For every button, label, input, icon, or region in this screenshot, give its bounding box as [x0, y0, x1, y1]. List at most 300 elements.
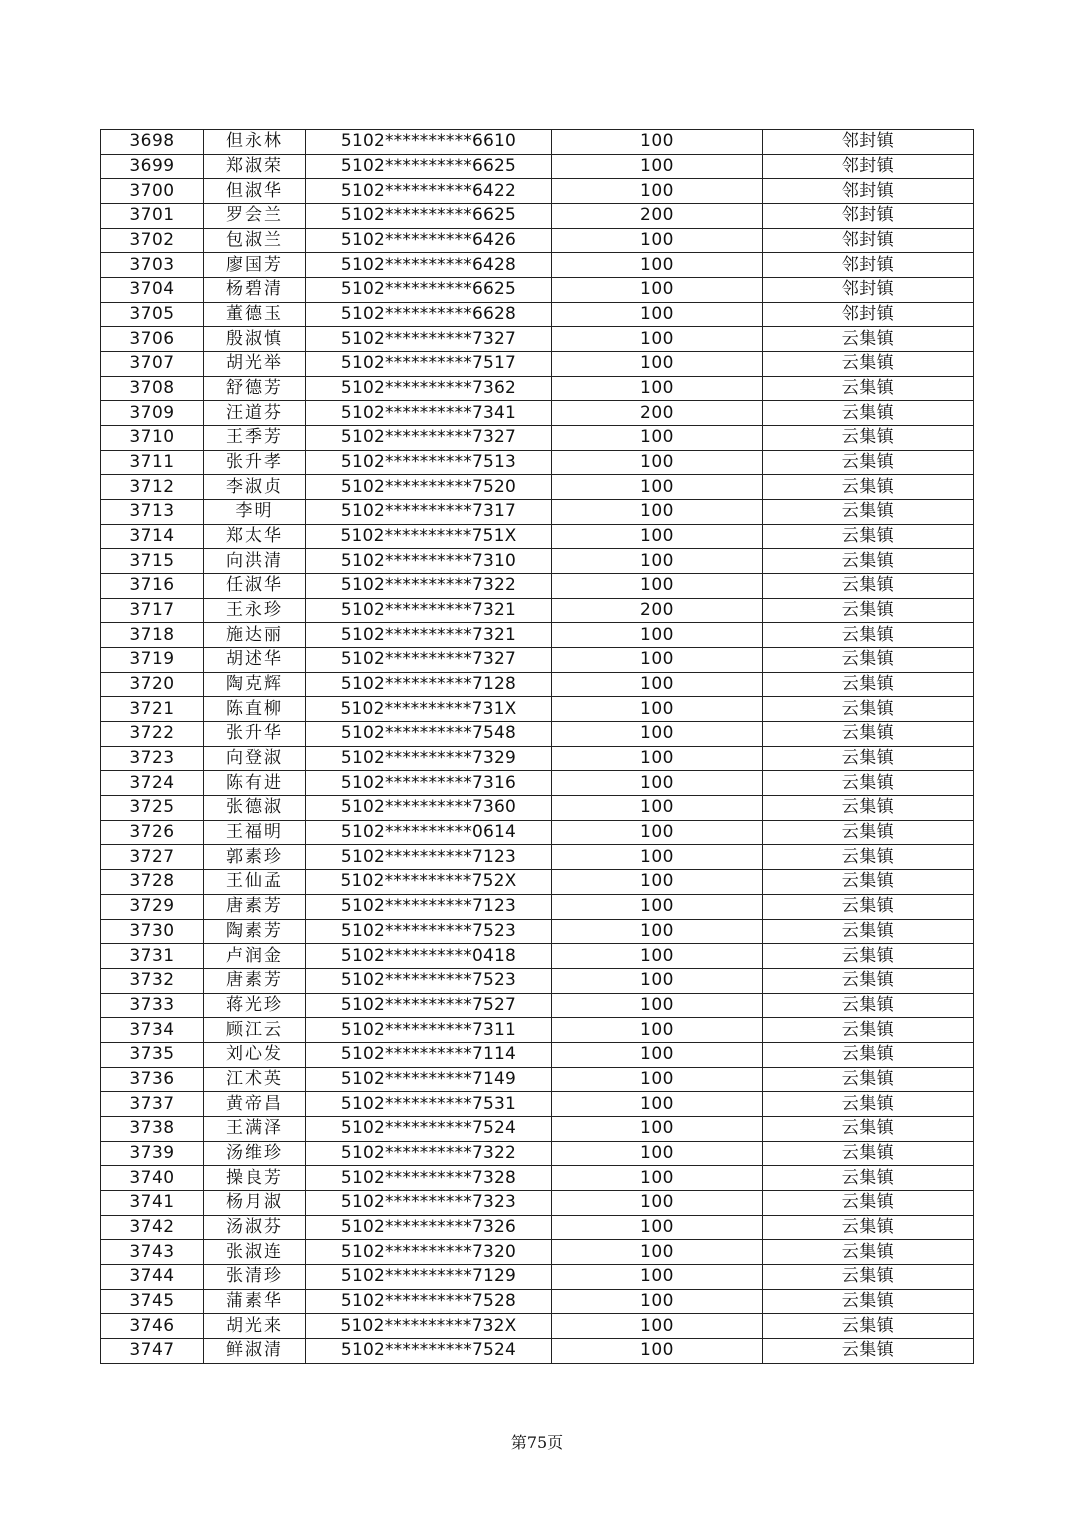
amount-cell: 100 — [552, 648, 763, 673]
serial-number-cell: 3701 — [101, 204, 204, 229]
town-cell: 云集镇 — [763, 549, 974, 574]
serial-number-cell: 3714 — [101, 524, 204, 549]
amount-cell: 100 — [552, 1042, 763, 1067]
name-cell: 张清珍 — [204, 1264, 306, 1289]
name-cell: 郑淑荣 — [204, 154, 306, 179]
serial-number-cell: 3740 — [101, 1166, 204, 1191]
town-cell: 云集镇 — [763, 1338, 974, 1363]
town-cell: 邻封镇 — [763, 302, 974, 327]
name-cell: 刘心发 — [204, 1042, 306, 1067]
serial-number-cell: 3733 — [101, 993, 204, 1018]
name-cell: 卢润金 — [204, 944, 306, 969]
town-cell: 云集镇 — [763, 648, 974, 673]
table-row — [101, 302, 974, 327]
table-row — [101, 204, 974, 229]
town-cell: 云集镇 — [763, 401, 974, 426]
town-cell: 云集镇 — [763, 894, 974, 919]
serial-number-cell: 3700 — [101, 179, 204, 204]
amount-cell: 100 — [552, 549, 763, 574]
serial-number-cell: 3698 — [101, 130, 204, 155]
id-number-cell: 5102**********7128 — [306, 672, 552, 697]
town-cell: 云集镇 — [763, 1141, 974, 1166]
table-row — [101, 697, 974, 722]
table-row — [101, 648, 974, 673]
amount-cell: 100 — [552, 426, 763, 451]
name-cell: 郭素珍 — [204, 845, 306, 870]
id-number-cell: 5102**********7528 — [306, 1289, 552, 1314]
amount-cell: 100 — [552, 302, 763, 327]
name-cell: 顾江云 — [204, 1018, 306, 1043]
id-number-cell: 5102**********7322 — [306, 1141, 552, 1166]
name-cell: 王永珍 — [204, 598, 306, 623]
amount-cell: 100 — [552, 278, 763, 303]
id-number-cell: 5102**********7327 — [306, 327, 552, 352]
serial-number-cell: 3742 — [101, 1215, 204, 1240]
name-cell: 张淑连 — [204, 1240, 306, 1265]
table-row — [101, 1240, 974, 1265]
table-row — [101, 1314, 974, 1339]
name-cell: 施达丽 — [204, 623, 306, 648]
serial-number-cell: 3713 — [101, 500, 204, 525]
roster-table-body — [101, 130, 974, 1364]
town-cell: 云集镇 — [763, 672, 974, 697]
table-row — [101, 870, 974, 895]
town-cell: 云集镇 — [763, 870, 974, 895]
table-row — [101, 228, 974, 253]
name-cell: 张德淑 — [204, 796, 306, 821]
id-number-cell: 5102**********7321 — [306, 623, 552, 648]
id-number-cell: 5102**********751X — [306, 524, 552, 549]
id-number-cell: 5102**********6428 — [306, 253, 552, 278]
name-cell: 张升华 — [204, 722, 306, 747]
amount-cell: 100 — [552, 376, 763, 401]
table-row — [101, 1141, 974, 1166]
id-number-cell: 5102**********6628 — [306, 302, 552, 327]
town-cell: 邻封镇 — [763, 179, 974, 204]
id-number-cell: 5102**********7517 — [306, 352, 552, 377]
serial-number-cell: 3712 — [101, 475, 204, 500]
serial-number-cell: 3708 — [101, 376, 204, 401]
amount-cell: 100 — [552, 820, 763, 845]
serial-number-cell: 3727 — [101, 845, 204, 870]
serial-number-cell: 3718 — [101, 623, 204, 648]
amount-cell: 100 — [552, 968, 763, 993]
amount-cell: 100 — [552, 253, 763, 278]
id-number-cell: 5102**********6422 — [306, 179, 552, 204]
name-cell: 罗会兰 — [204, 204, 306, 229]
id-number-cell: 5102**********7513 — [306, 450, 552, 475]
amount-cell: 100 — [552, 623, 763, 648]
table-row — [101, 278, 974, 303]
amount-cell: 100 — [552, 1067, 763, 1092]
name-cell: 胡光举 — [204, 352, 306, 377]
name-cell: 王满泽 — [204, 1116, 306, 1141]
town-cell: 云集镇 — [763, 376, 974, 401]
table-row — [101, 944, 974, 969]
serial-number-cell: 3741 — [101, 1190, 204, 1215]
table-row — [101, 746, 974, 771]
id-number-cell: 5102**********7548 — [306, 722, 552, 747]
amount-cell: 200 — [552, 204, 763, 229]
amount-cell: 100 — [552, 1240, 763, 1265]
name-cell: 汤维珍 — [204, 1141, 306, 1166]
town-cell: 云集镇 — [763, 722, 974, 747]
serial-number-cell: 3721 — [101, 697, 204, 722]
serial-number-cell: 3745 — [101, 1289, 204, 1314]
town-cell: 云集镇 — [763, 968, 974, 993]
table-row — [101, 500, 974, 525]
name-cell: 唐素芳 — [204, 968, 306, 993]
name-cell: 向洪清 — [204, 549, 306, 574]
table-row — [101, 1166, 974, 1191]
name-cell: 廖国芳 — [204, 253, 306, 278]
id-number-cell: 5102**********7327 — [306, 648, 552, 673]
amount-cell: 100 — [552, 1018, 763, 1043]
serial-number-cell: 3736 — [101, 1067, 204, 1092]
town-cell: 云集镇 — [763, 1215, 974, 1240]
serial-number-cell: 3728 — [101, 870, 204, 895]
serial-number-cell: 3720 — [101, 672, 204, 697]
table-row — [101, 1190, 974, 1215]
name-cell: 张升孝 — [204, 450, 306, 475]
amount-cell: 100 — [552, 771, 763, 796]
name-cell: 任淑华 — [204, 574, 306, 599]
serial-number-cell: 3706 — [101, 327, 204, 352]
table-row — [101, 1067, 974, 1092]
serial-number-cell: 3715 — [101, 549, 204, 574]
serial-number-cell: 3719 — [101, 648, 204, 673]
amount-cell: 100 — [552, 327, 763, 352]
amount-cell: 100 — [552, 574, 763, 599]
name-cell: 蒋光珍 — [204, 993, 306, 1018]
name-cell: 向登淑 — [204, 746, 306, 771]
name-cell: 胡述华 — [204, 648, 306, 673]
id-number-cell: 5102**********6610 — [306, 130, 552, 155]
id-number-cell: 5102**********7523 — [306, 919, 552, 944]
town-cell: 云集镇 — [763, 1190, 974, 1215]
name-cell: 董德玉 — [204, 302, 306, 327]
table-row — [101, 549, 974, 574]
table-row — [101, 771, 974, 796]
name-cell: 黄帝昌 — [204, 1092, 306, 1117]
serial-number-cell: 3723 — [101, 746, 204, 771]
name-cell: 殷淑慎 — [204, 327, 306, 352]
id-number-cell: 5102**********7129 — [306, 1264, 552, 1289]
name-cell: 杨月淑 — [204, 1190, 306, 1215]
serial-number-cell: 3739 — [101, 1141, 204, 1166]
id-number-cell: 5102**********7360 — [306, 796, 552, 821]
town-cell: 云集镇 — [763, 796, 974, 821]
town-cell: 云集镇 — [763, 771, 974, 796]
name-cell: 鲜淑清 — [204, 1338, 306, 1363]
amount-cell: 100 — [552, 919, 763, 944]
id-number-cell: 5102**********7531 — [306, 1092, 552, 1117]
table-row — [101, 623, 974, 648]
table-row — [101, 130, 974, 155]
amount-cell: 100 — [552, 1264, 763, 1289]
table-row — [101, 672, 974, 697]
name-cell: 陶克辉 — [204, 672, 306, 697]
town-cell: 云集镇 — [763, 1264, 974, 1289]
town-cell: 邻封镇 — [763, 204, 974, 229]
table-row — [101, 1092, 974, 1117]
id-number-cell: 5102**********0418 — [306, 944, 552, 969]
amount-cell: 100 — [552, 870, 763, 895]
table-row — [101, 327, 974, 352]
roster-table — [100, 129, 974, 1364]
table-row — [101, 376, 974, 401]
town-cell: 云集镇 — [763, 426, 974, 451]
amount-cell: 100 — [552, 1215, 763, 1240]
id-number-cell: 5102**********7527 — [306, 993, 552, 1018]
serial-number-cell: 3746 — [101, 1314, 204, 1339]
town-cell: 云集镇 — [763, 524, 974, 549]
town-cell: 云集镇 — [763, 944, 974, 969]
amount-cell: 100 — [552, 1190, 763, 1215]
serial-number-cell: 3716 — [101, 574, 204, 599]
table-row — [101, 845, 974, 870]
name-cell: 李明 — [204, 500, 306, 525]
table-row — [101, 1289, 974, 1314]
amount-cell: 100 — [552, 1141, 763, 1166]
town-cell: 云集镇 — [763, 746, 974, 771]
serial-number-cell: 3717 — [101, 598, 204, 623]
id-number-cell: 5102**********7326 — [306, 1215, 552, 1240]
town-cell: 云集镇 — [763, 327, 974, 352]
town-cell: 云集镇 — [763, 1314, 974, 1339]
name-cell: 江术英 — [204, 1067, 306, 1092]
serial-number-cell: 3743 — [101, 1240, 204, 1265]
serial-number-cell: 3703 — [101, 253, 204, 278]
serial-number-cell: 3737 — [101, 1092, 204, 1117]
name-cell: 操良芳 — [204, 1166, 306, 1191]
town-cell: 云集镇 — [763, 1116, 974, 1141]
town-cell: 云集镇 — [763, 1042, 974, 1067]
id-number-cell: 5102**********6625 — [306, 278, 552, 303]
id-number-cell: 5102**********7149 — [306, 1067, 552, 1092]
name-cell: 王福明 — [204, 820, 306, 845]
amount-cell: 100 — [552, 697, 763, 722]
table-row — [101, 820, 974, 845]
serial-number-cell: 3705 — [101, 302, 204, 327]
town-cell: 云集镇 — [763, 993, 974, 1018]
amount-cell: 100 — [552, 130, 763, 155]
id-number-cell: 5102**********731X — [306, 697, 552, 722]
amount-cell: 100 — [552, 1289, 763, 1314]
town-cell: 云集镇 — [763, 598, 974, 623]
town-cell: 云集镇 — [763, 352, 974, 377]
table-row — [101, 1264, 974, 1289]
amount-cell: 100 — [552, 1338, 763, 1363]
serial-number-cell: 3731 — [101, 944, 204, 969]
page-number: 第75页 — [510, 1433, 564, 1452]
name-cell: 唐素芳 — [204, 894, 306, 919]
town-cell: 云集镇 — [763, 1240, 974, 1265]
amount-cell: 100 — [552, 500, 763, 525]
name-cell: 王季芳 — [204, 426, 306, 451]
amount-cell: 100 — [552, 944, 763, 969]
table-row — [101, 722, 974, 747]
town-cell: 云集镇 — [763, 500, 974, 525]
name-cell: 王仙孟 — [204, 870, 306, 895]
table-row — [101, 1338, 974, 1363]
amount-cell: 100 — [552, 179, 763, 204]
id-number-cell: 5102**********7123 — [306, 845, 552, 870]
table-row — [101, 253, 974, 278]
town-cell: 邻封镇 — [763, 253, 974, 278]
amount-cell: 100 — [552, 746, 763, 771]
name-cell: 舒德芳 — [204, 376, 306, 401]
id-number-cell: 5102**********732X — [306, 1314, 552, 1339]
table-row — [101, 154, 974, 179]
town-cell: 云集镇 — [763, 919, 974, 944]
serial-number-cell: 3702 — [101, 228, 204, 253]
serial-number-cell: 3709 — [101, 401, 204, 426]
serial-number-cell: 3738 — [101, 1116, 204, 1141]
town-cell: 云集镇 — [763, 1067, 974, 1092]
town-cell: 邻封镇 — [763, 228, 974, 253]
serial-number-cell: 3726 — [101, 820, 204, 845]
name-cell: 陈直柳 — [204, 697, 306, 722]
table-row — [101, 598, 974, 623]
id-number-cell: 5102**********7321 — [306, 598, 552, 623]
name-cell: 但淑华 — [204, 179, 306, 204]
town-cell: 邻封镇 — [763, 130, 974, 155]
serial-number-cell: 3722 — [101, 722, 204, 747]
id-number-cell: 5102**********7520 — [306, 475, 552, 500]
amount-cell: 100 — [552, 1314, 763, 1339]
town-cell: 云集镇 — [763, 1018, 974, 1043]
table-row — [101, 1215, 974, 1240]
id-number-cell: 5102**********7329 — [306, 746, 552, 771]
town-cell: 云集镇 — [763, 450, 974, 475]
table-row — [101, 179, 974, 204]
amount-cell: 200 — [552, 598, 763, 623]
name-cell: 胡光来 — [204, 1314, 306, 1339]
town-cell: 邻封镇 — [763, 154, 974, 179]
town-cell: 云集镇 — [763, 1092, 974, 1117]
id-number-cell: 5102**********7523 — [306, 968, 552, 993]
serial-number-cell: 3711 — [101, 450, 204, 475]
id-number-cell: 5102**********6426 — [306, 228, 552, 253]
amount-cell: 200 — [552, 401, 763, 426]
table-row — [101, 1042, 974, 1067]
amount-cell: 100 — [552, 672, 763, 697]
id-number-cell: 5102**********7316 — [306, 771, 552, 796]
id-number-cell: 5102**********7311 — [306, 1018, 552, 1043]
id-number-cell: 5102**********7310 — [306, 549, 552, 574]
town-cell: 云集镇 — [763, 574, 974, 599]
town-cell: 云集镇 — [763, 820, 974, 845]
table-row — [101, 993, 974, 1018]
amount-cell: 100 — [552, 796, 763, 821]
id-number-cell: 5102**********7320 — [306, 1240, 552, 1265]
id-number-cell: 5102**********7524 — [306, 1116, 552, 1141]
amount-cell: 100 — [552, 228, 763, 253]
table-row — [101, 574, 974, 599]
table-row — [101, 426, 974, 451]
name-cell: 汤淑芬 — [204, 1215, 306, 1240]
name-cell: 李淑贞 — [204, 475, 306, 500]
id-number-cell: 5102**********7114 — [306, 1042, 552, 1067]
name-cell: 但永林 — [204, 130, 306, 155]
town-cell: 云集镇 — [763, 697, 974, 722]
serial-number-cell: 3730 — [101, 919, 204, 944]
table-row — [101, 450, 974, 475]
amount-cell: 100 — [552, 894, 763, 919]
id-number-cell: 5102**********7323 — [306, 1190, 552, 1215]
id-number-cell: 5102**********7524 — [306, 1338, 552, 1363]
id-number-cell: 5102**********0614 — [306, 820, 552, 845]
table-row — [101, 352, 974, 377]
name-cell: 蒲素华 — [204, 1289, 306, 1314]
serial-number-cell: 3735 — [101, 1042, 204, 1067]
amount-cell: 100 — [552, 1092, 763, 1117]
amount-cell: 100 — [552, 1166, 763, 1191]
table-row — [101, 919, 974, 944]
table-row — [101, 401, 974, 426]
town-cell: 云集镇 — [763, 623, 974, 648]
town-cell: 云集镇 — [763, 1166, 974, 1191]
town-cell: 云集镇 — [763, 475, 974, 500]
table-row — [101, 894, 974, 919]
id-number-cell: 5102**********7341 — [306, 401, 552, 426]
amount-cell: 100 — [552, 845, 763, 870]
name-cell: 陈有进 — [204, 771, 306, 796]
serial-number-cell: 3724 — [101, 771, 204, 796]
serial-number-cell: 3732 — [101, 968, 204, 993]
id-number-cell: 5102**********7362 — [306, 376, 552, 401]
table-row — [101, 1116, 974, 1141]
amount-cell: 100 — [552, 993, 763, 1018]
name-cell: 汪道芬 — [204, 401, 306, 426]
id-number-cell: 5102**********6625 — [306, 154, 552, 179]
table-row — [101, 475, 974, 500]
serial-number-cell: 3744 — [101, 1264, 204, 1289]
amount-cell: 100 — [552, 154, 763, 179]
id-number-cell: 5102**********7322 — [306, 574, 552, 599]
town-cell: 云集镇 — [763, 845, 974, 870]
serial-number-cell: 3707 — [101, 352, 204, 377]
id-number-cell: 5102**********7328 — [306, 1166, 552, 1191]
serial-number-cell: 3725 — [101, 796, 204, 821]
serial-number-cell: 3704 — [101, 278, 204, 303]
name-cell: 包淑兰 — [204, 228, 306, 253]
id-number-cell: 5102**********6625 — [306, 204, 552, 229]
name-cell: 杨碧清 — [204, 278, 306, 303]
table-row — [101, 1018, 974, 1043]
amount-cell: 100 — [552, 352, 763, 377]
name-cell: 陶素芳 — [204, 919, 306, 944]
id-number-cell: 5102**********7327 — [306, 426, 552, 451]
amount-cell: 100 — [552, 1116, 763, 1141]
amount-cell: 100 — [552, 450, 763, 475]
serial-number-cell: 3699 — [101, 154, 204, 179]
serial-number-cell: 3729 — [101, 894, 204, 919]
amount-cell: 100 — [552, 475, 763, 500]
table-row — [101, 968, 974, 993]
id-number-cell: 5102**********7317 — [306, 500, 552, 525]
amount-cell: 100 — [552, 524, 763, 549]
town-cell: 邻封镇 — [763, 278, 974, 303]
serial-number-cell: 3710 — [101, 426, 204, 451]
table-row — [101, 796, 974, 821]
table-row — [101, 524, 974, 549]
name-cell: 郑太华 — [204, 524, 306, 549]
amount-cell: 100 — [552, 722, 763, 747]
serial-number-cell: 3747 — [101, 1338, 204, 1363]
town-cell: 云集镇 — [763, 1289, 974, 1314]
